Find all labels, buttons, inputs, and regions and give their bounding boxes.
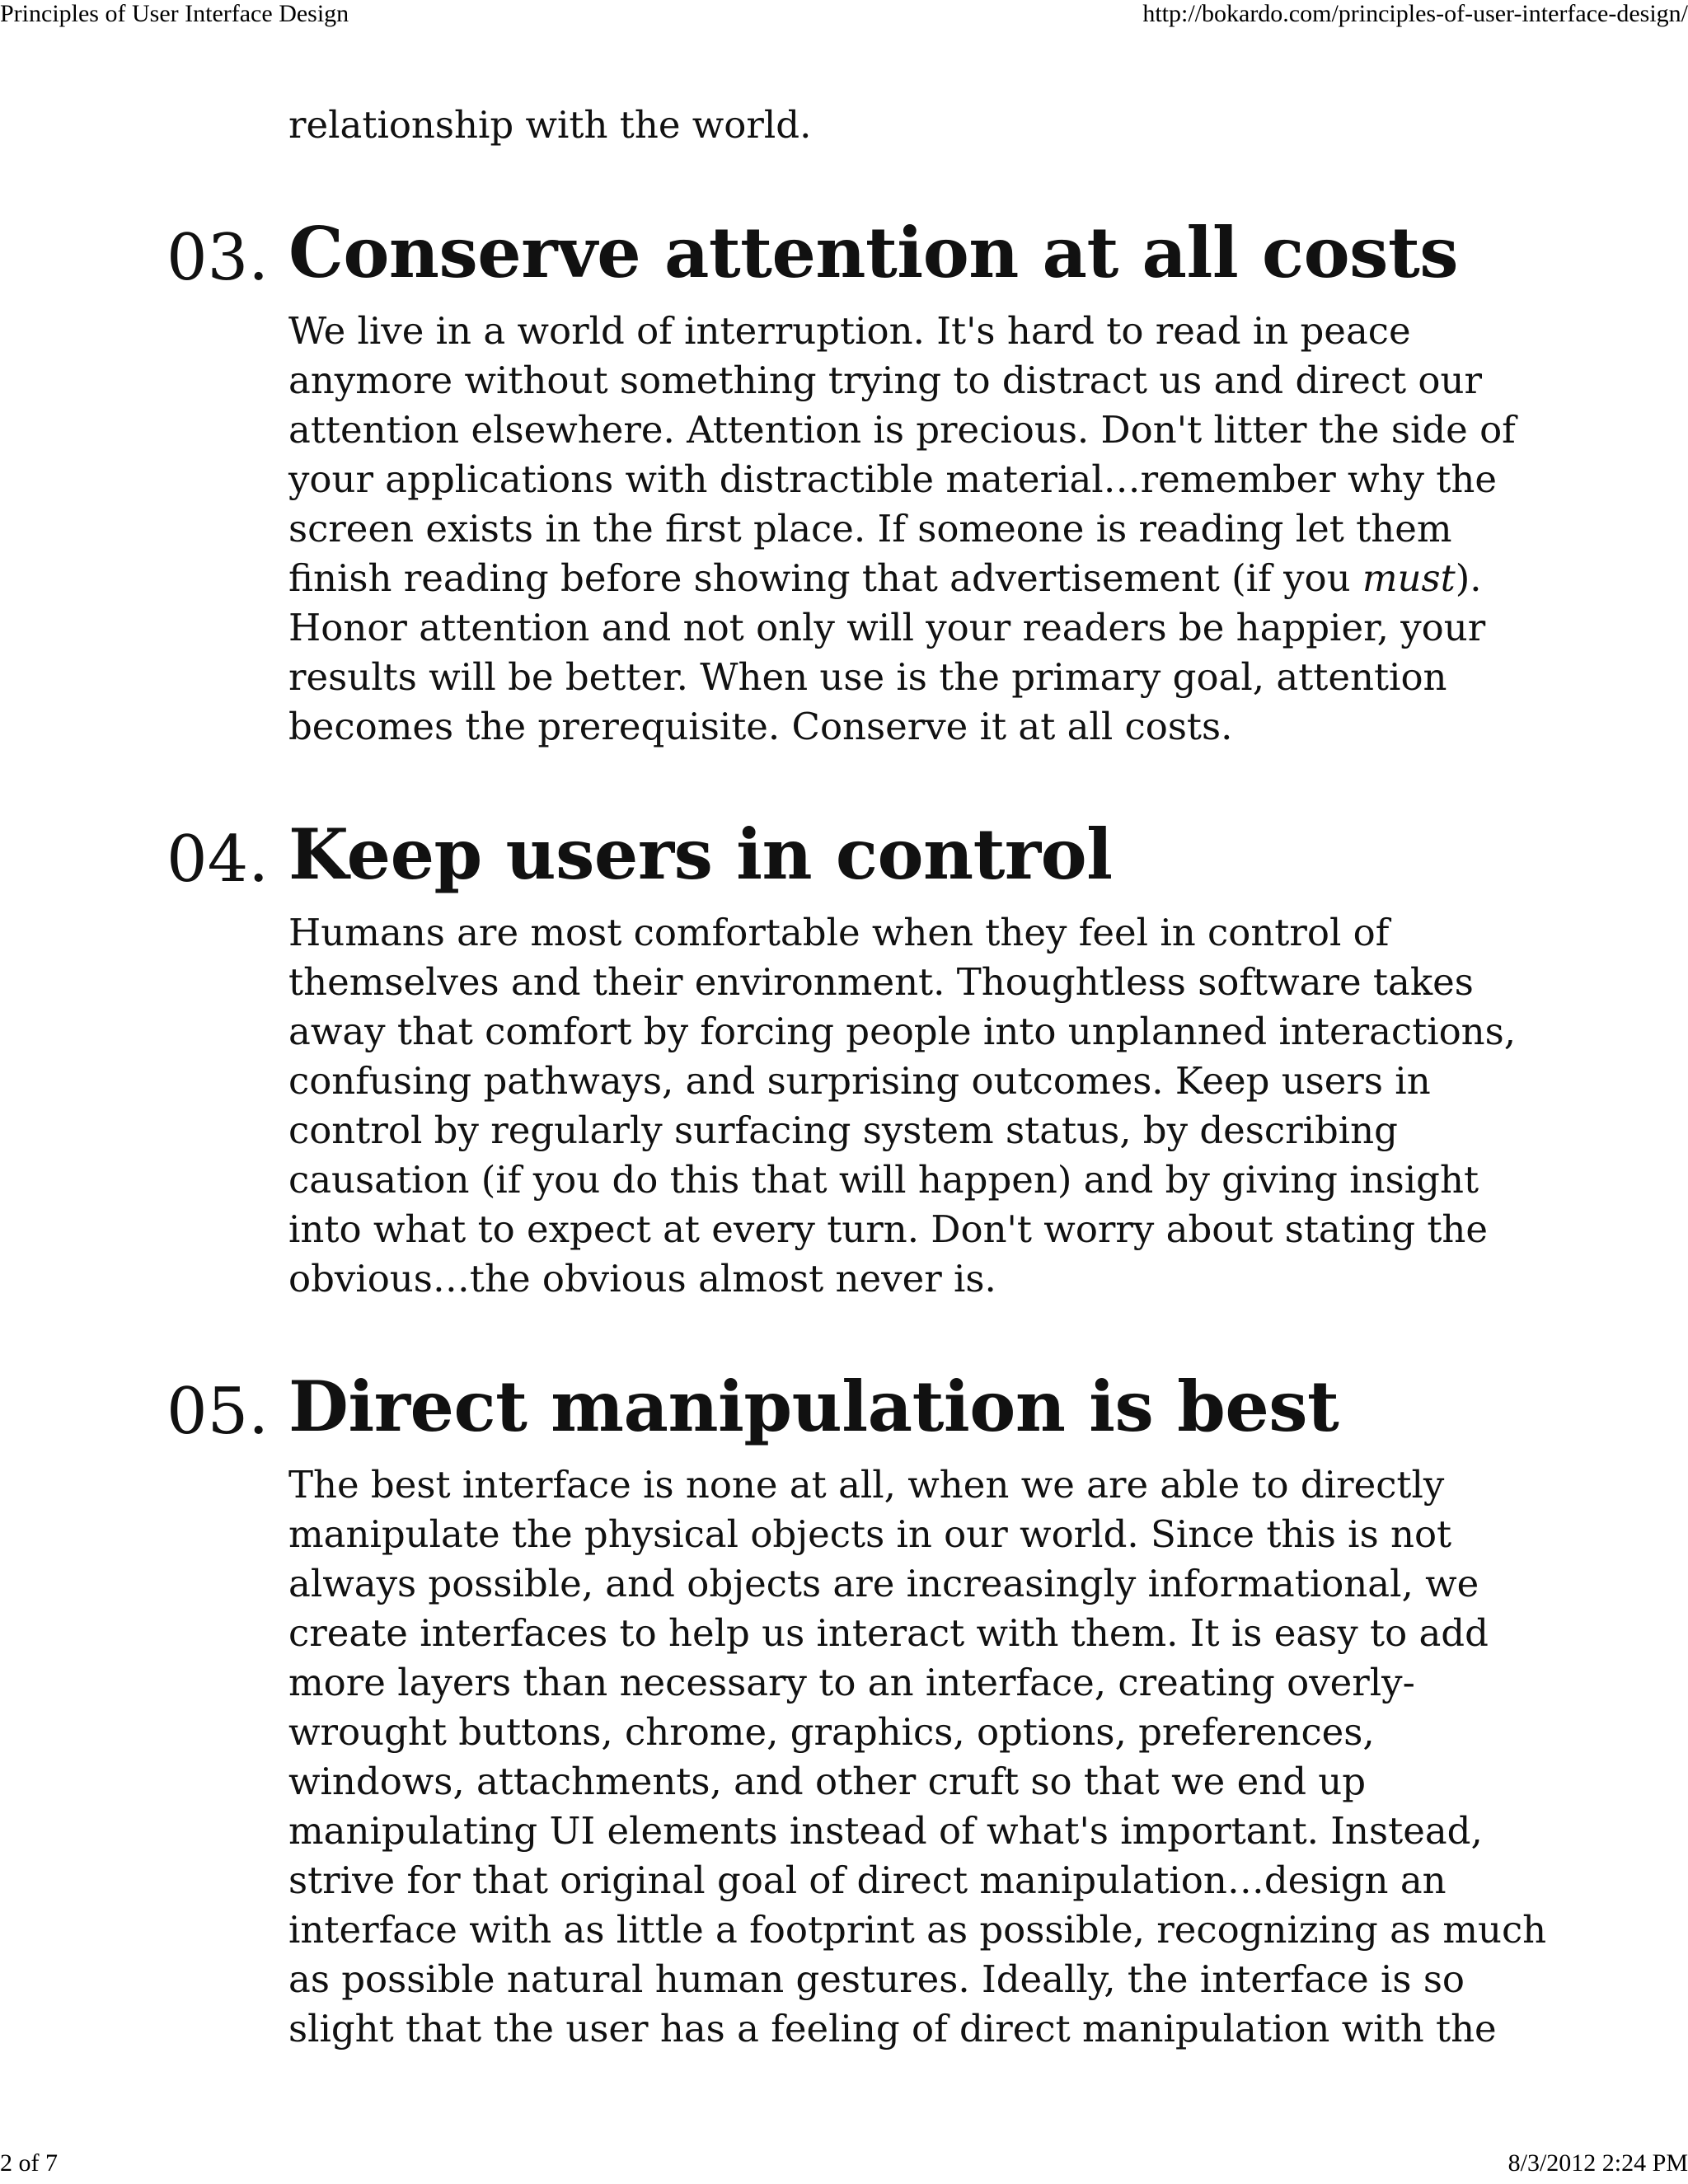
- text-line: more layers than necessary to an interface, creating overly-: [288, 1661, 1415, 1704]
- text-line: results will be better. When use is the primary goal, attention: [288, 655, 1447, 699]
- text-line: create interfaces to help us interact with them. It is easy to add: [288, 1611, 1489, 1655]
- text-line: themselves and their environment. Thoughtless software takes: [288, 960, 1474, 1004]
- page-title: Principles of User Interface Design: [0, 0, 349, 27]
- section-number: 03.: [166, 221, 270, 295]
- text-line: as possible natural human gestures. Ideally, the interface is so: [288, 1957, 1465, 2001]
- text-line: screen exists in the first place. If someone is reading let them: [288, 507, 1452, 551]
- text-line: attention elsewhere. Attention is precious. Don't litter the side of: [288, 408, 1516, 452]
- text-line: windows, attachments, and other cruft so that we end up: [288, 1760, 1367, 1803]
- section-heading: Direct manipulation is best: [288, 1366, 1339, 1447]
- emphasis: must: [1362, 556, 1456, 600]
- text-line: interface with as little a footprint as possible, recognizing as much: [288, 1908, 1547, 1952]
- text-line: wrought buttons, chrome, graphics, options, preferences,: [288, 1710, 1375, 1754]
- text-line: We live in a world of interruption. It's hard to read in peace: [288, 309, 1411, 353]
- print-timestamp: 8/3/2012 2:24 PM: [1507, 2149, 1688, 2177]
- intro-paragraph: [288, 101, 1541, 150]
- section-paragraph: [288, 307, 1541, 752]
- text-line: becomes the prerequisite. Conserve it at all costs.: [288, 705, 1233, 748]
- print-header: [0, 0, 1688, 30]
- page-count: 2 of 7: [0, 2149, 58, 2177]
- print-footer: [0, 2149, 1688, 2179]
- section-paragraph: [288, 1460, 1547, 2054]
- text-line: The best interface is none at all, when we are able to directly: [288, 1463, 1445, 1507]
- text-line: Honor attention and not only will your readers be happier, your: [288, 606, 1486, 649]
- text-line: obvious…the obvious almost never is.: [288, 1257, 996, 1301]
- section-number: 05.: [166, 1375, 270, 1449]
- text-line: manipulating UI elements instead of what's important. Instead,: [288, 1809, 1483, 1853]
- section-heading: Keep users in control: [288, 813, 1113, 895]
- page-url: http://bokardo.com/principles-of-user-interface-design/: [1142, 0, 1688, 27]
- text-line: away that comfort by forcing people into unplanned interactions,: [288, 1010, 1517, 1053]
- text-line: strive for that original goal of direct manipulation…design an: [288, 1858, 1447, 1902]
- text-line: finish reading before showing that advertisement (if you must).: [288, 556, 1482, 600]
- section-heading: Conserve attention at all costs: [288, 212, 1459, 293]
- section-paragraph: [288, 908, 1541, 1304]
- text-line: Humans are most comfortable when they feel in control of: [288, 911, 1390, 954]
- text-line: manipulate the physical objects in our world. Since this is not: [288, 1512, 1452, 1556]
- text-line: causation (if you do this that will happen) and by giving insight: [288, 1158, 1479, 1202]
- text-line: relationship with the world.: [288, 103, 812, 147]
- text-line: slight that the user has a feeling of direct manipulation with the: [288, 2007, 1497, 2050]
- text-line: always possible, and objects are increasingly informational, we: [288, 1562, 1479, 1605]
- text-line: your applications with distractible material…remember why the: [288, 457, 1497, 501]
- text-line: anymore without something trying to distract us and direct our: [288, 359, 1483, 402]
- text-line: confusing pathways, and surprising outcomes. Keep users in: [288, 1059, 1431, 1103]
- text-line: into what to expect at every turn. Don't worry about stating the: [288, 1207, 1489, 1251]
- section-number: 04.: [166, 823, 270, 897]
- text-line: control by regularly surfacing system status, by describing: [288, 1108, 1398, 1152]
